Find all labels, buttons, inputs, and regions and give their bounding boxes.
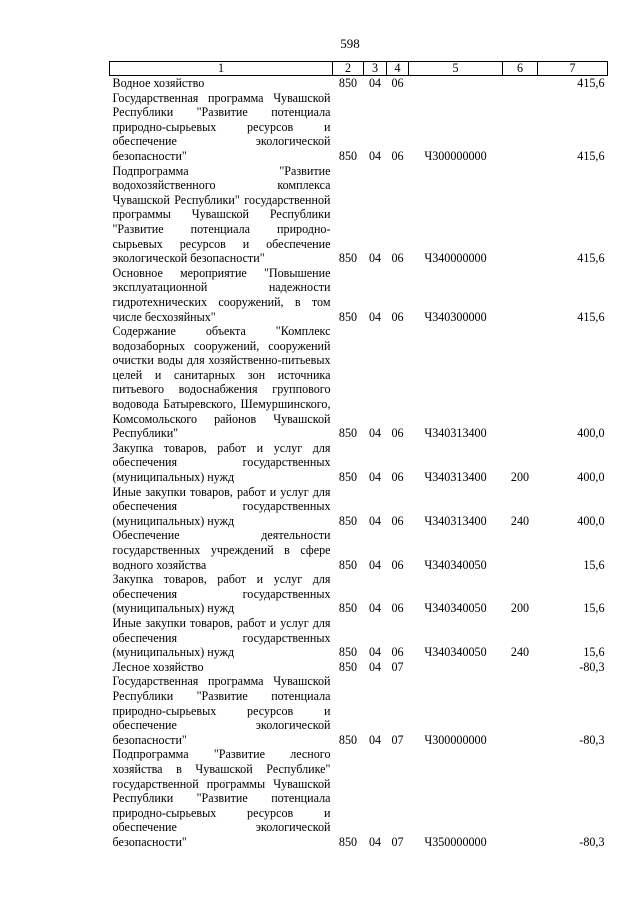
- row-col-3: 04: [368, 513, 382, 528]
- row-col-7: 15,6: [583, 645, 605, 660]
- row-name: Закупка товаров, работ и услуг для обеспечения государственных (муниципальных) нужд: [112, 440, 331, 485]
- row-col-5: Ч340340050: [424, 645, 487, 660]
- budget-table: [109, 61, 608, 849]
- row-col-4: 06: [391, 557, 404, 572]
- row-col-5: Ч340000000: [424, 251, 487, 266]
- row-col-6: 200: [510, 601, 530, 616]
- row-col-3: 04: [368, 426, 382, 441]
- header-row: [110, 62, 608, 76]
- row-col-7: 400,0: [577, 470, 605, 485]
- row-col-4: 06: [391, 148, 404, 163]
- row-col-6: [503, 674, 538, 747]
- table-row: [110, 747, 608, 849]
- row-col-4: 06: [391, 513, 404, 528]
- row-col-4: 06: [391, 645, 404, 660]
- table-header: [110, 62, 608, 76]
- column-header-2: 2: [333, 62, 364, 76]
- row-col-4: 06: [391, 601, 404, 616]
- table-row: [110, 674, 608, 747]
- row-col-6: 240: [510, 513, 530, 528]
- row-col-4: 07: [391, 659, 404, 674]
- column-header-7: 7: [538, 62, 608, 76]
- row-name: Государственная программа Чувашской Республики "Развитие потенциала природно-сырьевых ресурсов и обеспечение экологической безопасности": [112, 674, 331, 747]
- row-name: Обеспечение деятельности государственных учреждений в сфере водного хозяйства: [112, 528, 331, 572]
- row-col-3: 04: [368, 470, 382, 485]
- row-name: Закупка товаров, работ и услуг для обеспечения государственных (муниципальных) нужд: [112, 572, 331, 616]
- table-row: [110, 266, 608, 324]
- row-col-2: 850: [338, 834, 358, 849]
- row-name: Водное хозяйство: [112, 76, 205, 90]
- row-col-4: 07: [391, 834, 404, 849]
- row-col-6: [503, 528, 538, 572]
- table-body: [110, 76, 608, 850]
- row-col-5: Ч350000000: [424, 834, 487, 849]
- row-col-6: 240: [510, 645, 530, 660]
- row-col-2: 850: [338, 251, 358, 266]
- row-col-7: 400,0: [577, 513, 605, 528]
- row-col-4: 06: [391, 76, 404, 90]
- row-col-5: [409, 660, 503, 675]
- column-header-3: 3: [364, 62, 387, 76]
- page-number: 598: [340, 36, 360, 51]
- row-name: Содержание объекта "Комплекс водозаборных сооружений, сооружений очистки воды для хозяйственно-питьевых целей и санитарных зон источника питьевого водоснабжения группового водовода Батыревского, Шемуршинского, Комсомольского районов Чувашской Республики": [112, 324, 331, 441]
- row-name: Подпрограмма "Развитие лесного хозяйства в Чувашской Республике" государственной программы Чувашской Республики "Развитие потенциала природно-сырьевых ресурсов и обеспечение экологической безопасности": [112, 747, 331, 849]
- table-row: [110, 660, 608, 675]
- row-col-3: 04: [368, 834, 382, 849]
- table-row: [110, 76, 608, 91]
- row-col-7: 400,0: [577, 426, 605, 441]
- table-row: [110, 485, 608, 529]
- row-name: Лесное хозяйство: [112, 659, 204, 674]
- row-col-6: [503, 266, 538, 324]
- table-row: [110, 441, 608, 485]
- column-header-1: 1: [110, 62, 333, 76]
- table-row: [110, 572, 608, 616]
- row-name: Основное мероприятие "Повышение эксплуатационной надежности гидротехнических сооружений, в том числе бесхозяйных": [112, 265, 331, 324]
- row-col-7: 415,6: [577, 148, 605, 163]
- row-col-2: 850: [338, 732, 358, 747]
- row-col-7: 415,6: [577, 251, 605, 266]
- row-col-5: Ч340340050: [424, 601, 487, 616]
- row-col-6: [503, 164, 538, 266]
- row-col-4: 07: [391, 732, 404, 747]
- table-row: [110, 616, 608, 660]
- row-col-6: [503, 747, 538, 849]
- row-col-3: 04: [368, 732, 382, 747]
- row-col-3: 04: [368, 309, 382, 324]
- row-col-5: [409, 76, 503, 91]
- table-row: [110, 164, 608, 266]
- row-col-7: 415,6: [577, 76, 605, 90]
- row-col-2: 850: [338, 426, 358, 441]
- row-col-7: 15,6: [583, 557, 605, 572]
- row-col-5: Ч340313400: [424, 426, 487, 441]
- table-row: [110, 528, 608, 572]
- row-name: Государственная программа Чувашской Республики "Развитие потенциала природно-сырьевых ресурсов и обеспечение экологической безопасности": [112, 90, 331, 163]
- row-col-7: -80,3: [579, 659, 605, 674]
- row-col-2: 850: [338, 470, 358, 485]
- row-col-5: Ч340340050: [424, 557, 487, 572]
- row-col-7: 415,6: [577, 309, 605, 324]
- row-col-5: Ч340313400: [424, 513, 487, 528]
- row-col-6: [503, 76, 538, 91]
- row-col-6: [503, 660, 538, 675]
- row-col-4: 06: [391, 251, 404, 266]
- row-col-3: 04: [368, 76, 382, 90]
- column-header-6: 6: [503, 62, 538, 76]
- row-col-3: 04: [368, 659, 382, 674]
- row-col-4: 06: [391, 426, 404, 441]
- row-col-5: Ч300000000: [424, 732, 487, 747]
- row-col-6: [503, 324, 538, 441]
- row-col-2: 850: [338, 309, 358, 324]
- row-col-2: 850: [338, 659, 358, 674]
- row-col-5: Ч300000000: [424, 148, 487, 163]
- row-col-4: 06: [391, 470, 404, 485]
- row-col-2: 850: [338, 148, 358, 163]
- row-col-2: 850: [338, 76, 358, 90]
- row-col-3: 04: [368, 557, 382, 572]
- row-col-3: 04: [368, 601, 382, 616]
- column-header-4: 4: [387, 62, 409, 76]
- row-col-3: 04: [368, 148, 382, 163]
- row-col-4: 06: [391, 309, 404, 324]
- row-col-6: [503, 91, 538, 164]
- row-col-6: 200: [510, 470, 530, 485]
- row-name: Иные закупки товаров, работ и услуг для обеспечения государственных (муниципальных) нужд: [112, 484, 331, 528]
- row-col-3: 04: [368, 645, 382, 660]
- table-row: [110, 324, 608, 441]
- row-name: Иные закупки товаров, работ и услуг для обеспечения государственных (муниципальных) нужд: [112, 615, 331, 660]
- row-col-2: 850: [338, 513, 358, 528]
- row-col-5: Ч340313400: [424, 470, 487, 485]
- table-row: [110, 91, 608, 164]
- row-col-7: -80,3: [579, 834, 605, 849]
- row-col-7: -80,3: [579, 732, 605, 747]
- row-col-7: 15,6: [583, 601, 605, 616]
- row-col-5: Ч340300000: [424, 309, 487, 324]
- row-col-2: 850: [338, 557, 358, 572]
- column-header-5: 5: [409, 62, 503, 76]
- row-col-3: 04: [368, 251, 382, 266]
- row-col-2: 850: [338, 601, 358, 616]
- row-name: Подпрограмма "Развитие водохозяйственного комплекса Чувашской Республики" государственной программы Чувашской Республики "Развитие потенциала природно-сырьевых ресурсов и обеспечение экологической безопасности": [112, 163, 331, 266]
- row-col-2: 850: [338, 645, 358, 660]
